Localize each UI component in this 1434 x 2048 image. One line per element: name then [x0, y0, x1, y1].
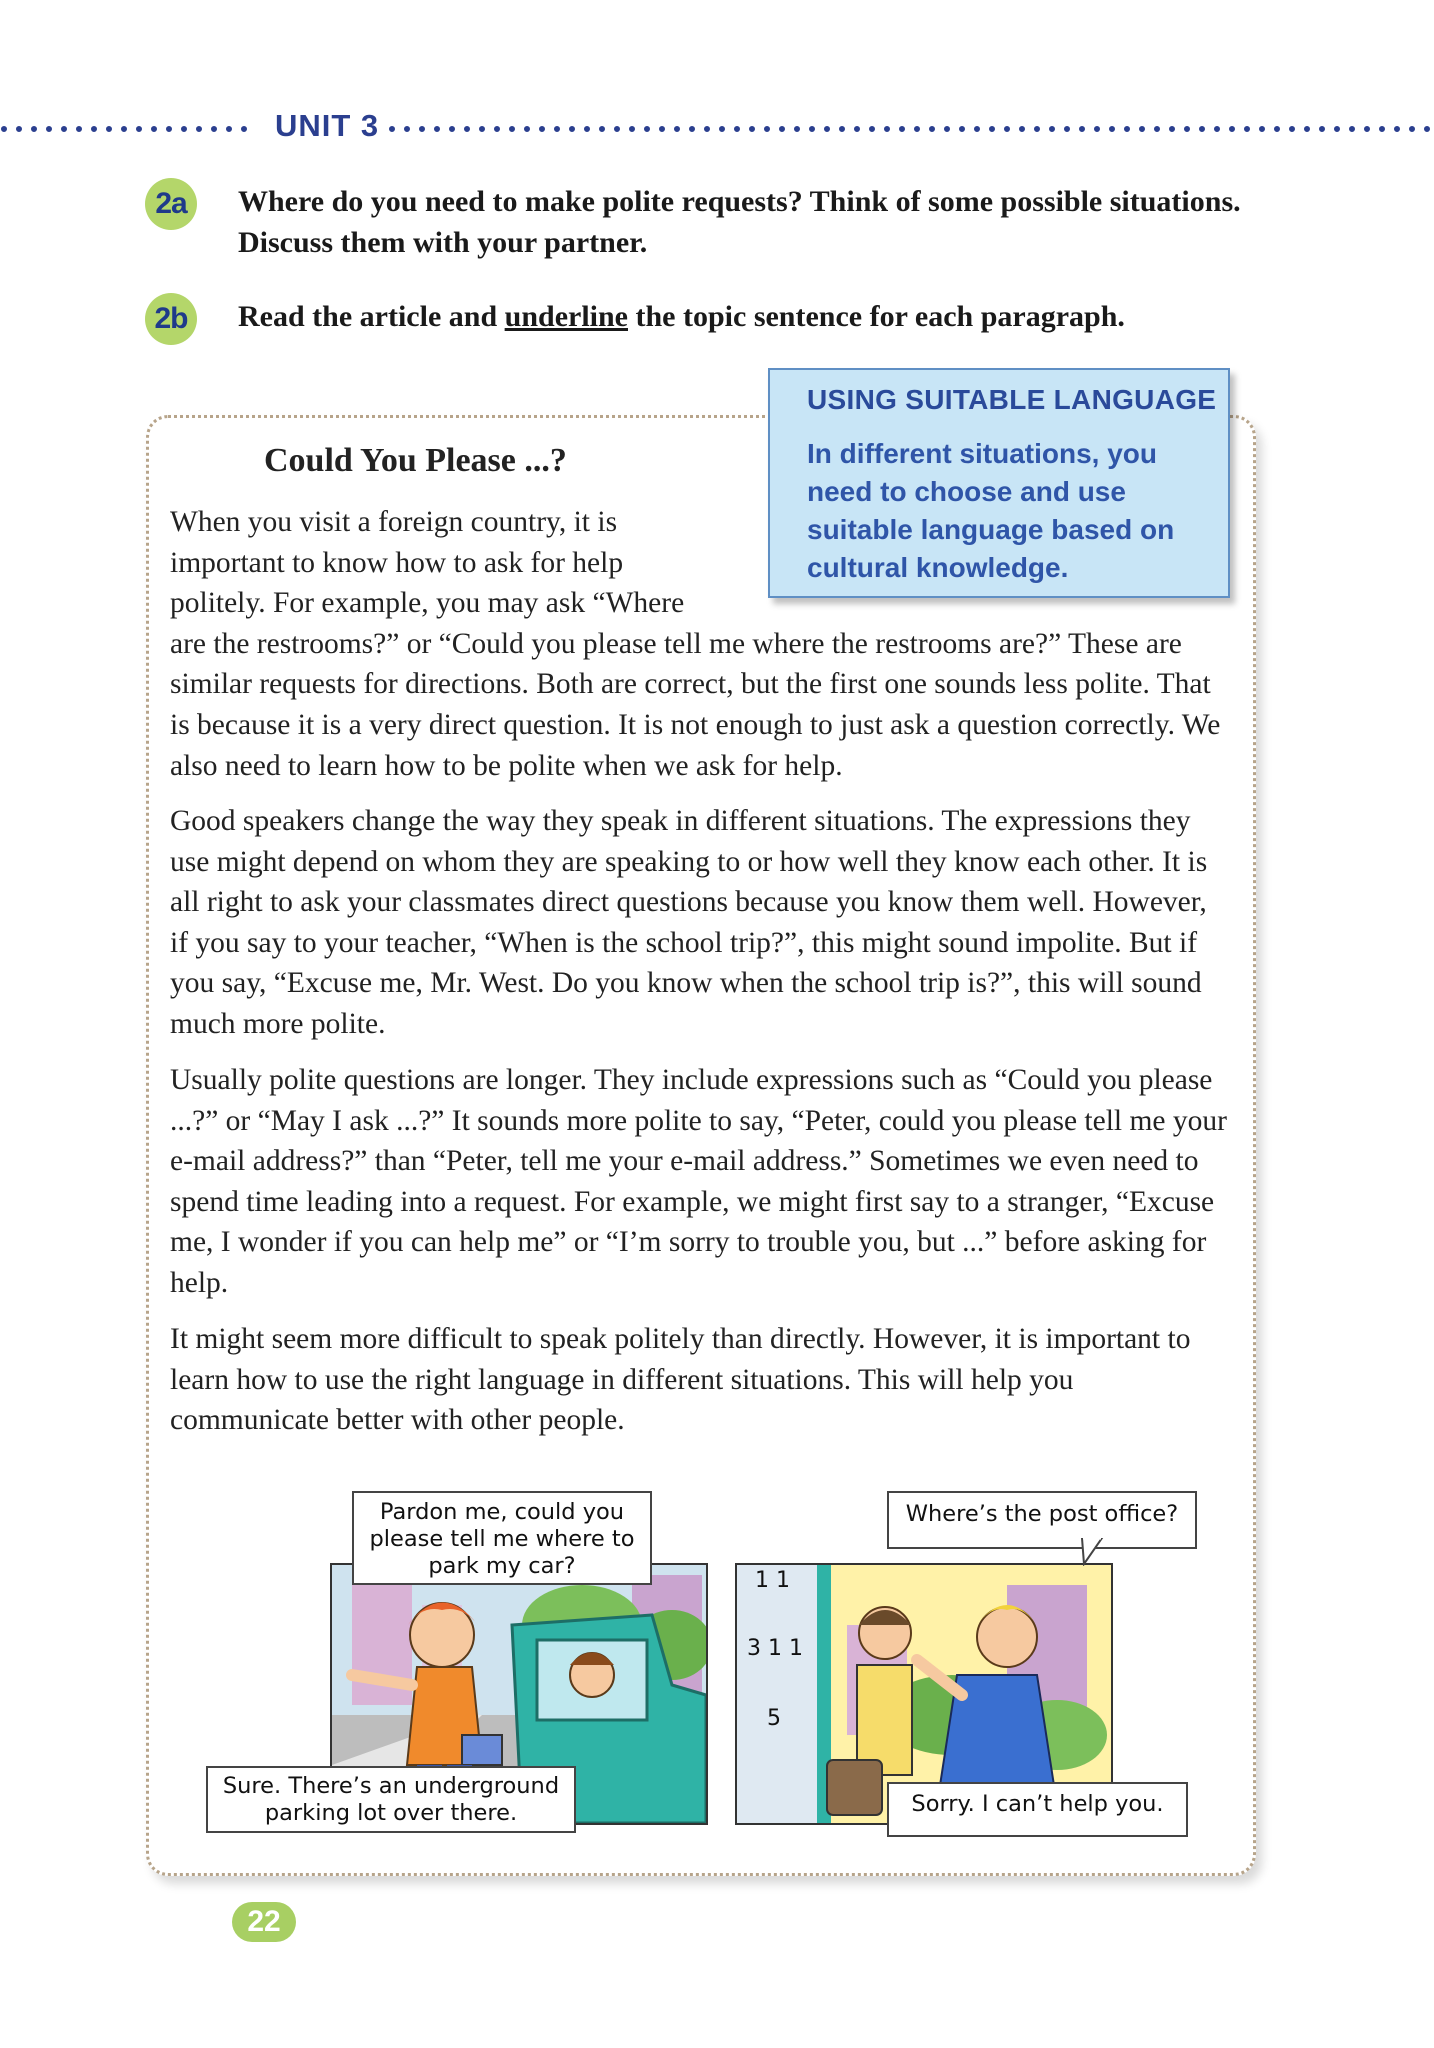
speech-bubble-post-office-answer: Sorry. I can’t help you. — [887, 1782, 1188, 1837]
speech-bubble-parking-answer: Sure. There’s an underground parking lot over there. — [206, 1766, 576, 1833]
task-badge-2a: 2a — [145, 178, 197, 230]
task-2a-text: Where do you need to make polite requests? Think of some possible situations. Discuss them with your partner. — [238, 185, 1241, 259]
page-number: 22 — [232, 1902, 296, 1942]
speech-bubble-post-office-question: Where’s the post office? — [887, 1491, 1197, 1549]
sign-number-1: 1 1 — [755, 1568, 790, 1593]
article-paragraph-3: Usually polite questions are longer. They include expressions such as “Could you please ...?” or “May I ask ...?” It sounds more polite to say, “Peter, could you please tell me your e-mail address?” than “Peter, tell me your e-mail address.” Sometimes we even need to spend time leading into a request. For example, we might first say to a stranger, “Excuse me, I wonder if you can help me” or “I’m sorry to trouble you, but ...” before asking for help. — [170, 1064, 1227, 1299]
sign-number-3: 5 — [767, 1706, 781, 1731]
header-dots-right — [388, 125, 1434, 133]
tip-body: In different situations, you need to choose and use suitable language based on cultural knowledge. — [807, 438, 1175, 583]
tip-box — [768, 368, 1230, 598]
task-2b-before: Read the article and — [238, 300, 505, 333]
task-2b-after: the topic sentence for each paragraph. — [628, 300, 1125, 333]
article-title: Could You Please ...? — [264, 442, 567, 479]
header-dots-left — [0, 125, 250, 133]
article-paragraph-4: It might seem more difficult to speak politely than directly. However, it is important to learn how to use the right language in different situations. This will help you communicate better with other people. — [170, 1323, 1191, 1437]
task-2b-text — [238, 296, 1338, 337]
task-2b-underline: underline — [504, 300, 628, 333]
sign-number-2: 3 1 1 — [747, 1636, 803, 1661]
task-badge-2b: 2b — [145, 293, 197, 345]
article-paragraph-2: Good speakers change the way they speak in different situations. The expressions they use might depend on whom they are speaking to or how well they know each other. It is all right to ask your classmates direct questions because you know them well. However, if you say to your teacher, “When is the school trip?”, this might sound impolite. But if you say, “Excuse me, Mr. West. Do you know when the school trip is?”, this will sound much more polite. — [170, 805, 1208, 1040]
article-paragraph-1-text: When you visit a foreign country, it is important to know how to ask for help politely. For example, you may ask “Where are the restrooms?” or “Could you please tell me where the restrooms are?” These are similar requests for directions. Both are correct, but the first one sounds less polite. That is because it is a very direct question. It is not enough to just ask a question correctly. We also need to learn how to be polite when we ask for help. — [170, 506, 1221, 782]
bubble-tail-post-office — [1080, 1538, 1110, 1566]
speech-bubble-parking-question: Pardon me, could you please tell me where to park my car? — [352, 1491, 652, 1585]
unit-label: UNIT 3 — [275, 108, 380, 143]
tip-title: USING SUITABLE LANGUAGE — [807, 384, 1217, 415]
